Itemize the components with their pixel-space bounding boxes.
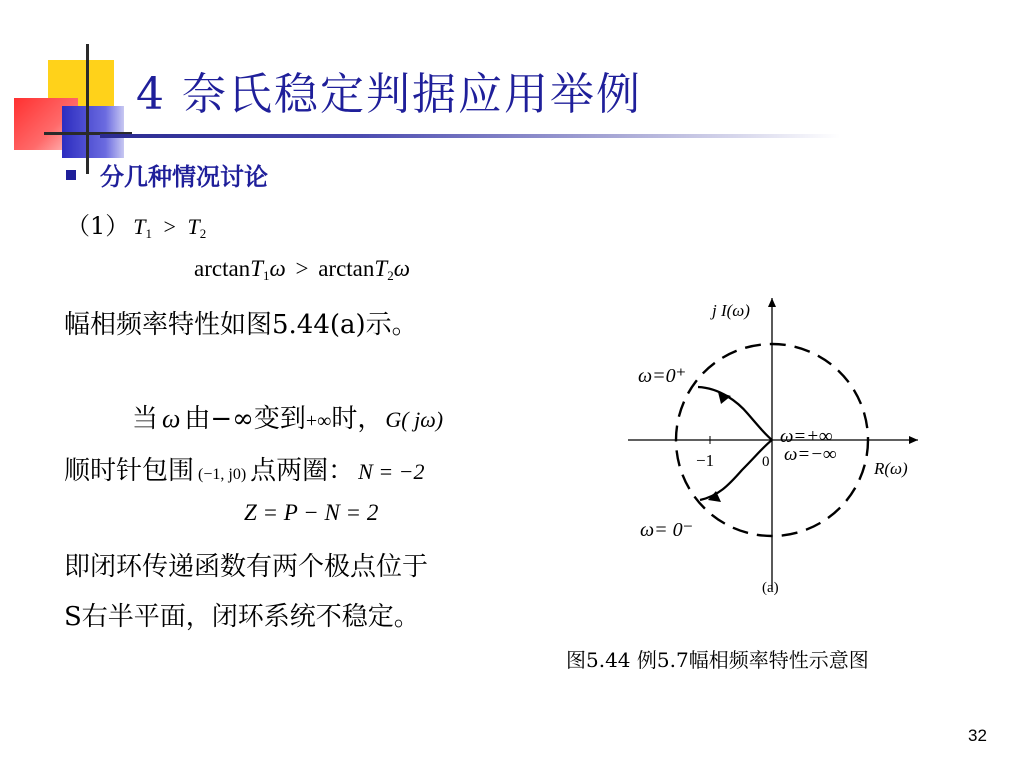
arctan-w1: ω [269,256,286,281]
arctan-t2-sub: 2 [387,268,394,283]
omega-minus-inf-label: ω=−∞ [784,444,837,465]
nyquist-lower-branch [700,440,772,500]
encircle-text-1: 顺时针包围 [64,456,195,486]
x-axis-label: R(ω) [874,459,908,478]
arctan-op: > [295,256,309,281]
omega-plus-inf-label: ω=+∞ [780,426,833,447]
y-axis-label: j I(ω) [712,301,750,320]
omega-zero-plus-label: ω=0⁺ [638,365,687,387]
slide-title: 4 奈氏稳定判据应用举例 [136,69,642,120]
arctan-t1: T [250,256,263,281]
case-condition [133,214,206,242]
omega-zero-minus-label: ω= 0⁻ [640,519,694,541]
omega-symbol: ω [162,404,181,433]
deco-vertical-line [86,44,89,174]
arctan-b: arctan [318,256,375,281]
conclusion-line-2: S右半平面，闭环系统不稳定。 [64,602,420,632]
figure-caption: 图5.44 例5.7幅相频率特性示意图 [566,648,869,672]
arctan-a: arctan [194,256,251,281]
cond-rhs: T [187,214,200,239]
cond-op: > [163,214,176,239]
origin-label: 0 [762,454,770,470]
z-equation: Z = P − N = 2 [244,500,379,525]
when-text-2: 由−∞变到 [184,404,306,434]
arctan-inequality [194,256,410,284]
title-underline [100,134,840,138]
omega-range-line [132,398,443,435]
arctan-t1-sub: 1 [262,268,270,283]
cond-lhs-sub: 1 [145,226,153,241]
minus-one-label: −1 [696,451,715,470]
bullet-heading: 分几种情况讨论 [100,162,268,191]
encircle-line [64,450,425,487]
case-label: （1） [66,212,130,240]
arctan-w2: ω [393,256,410,281]
arctan-t2: T [374,256,388,281]
cond-rhs-sub: 2 [199,226,207,241]
bullet-square-icon [66,170,76,180]
amp-phase-line: 幅相频率特性如图5.44(a)示。 [64,310,418,340]
sub-figure-label: (a) [762,580,779,596]
page-number: 32 [968,726,987,745]
point-minus-one: (−1, j0) [198,466,247,483]
G-jomega: G( jω) [385,407,444,432]
conclusion-line-1: 即闭环传递函数有两个极点位于 [64,552,429,582]
cond-lhs: T [133,214,146,239]
nyquist-figure [600,290,940,610]
encircle-text-2: 点两圈： [250,456,355,486]
nyquist-upper-branch [698,387,772,440]
case-line [66,206,206,242]
N-value: N = −2 [358,459,425,484]
plus-infinity: +∞ [305,410,332,432]
when-text-1: 当 [132,404,159,434]
when-text-3: 时， [331,404,384,434]
